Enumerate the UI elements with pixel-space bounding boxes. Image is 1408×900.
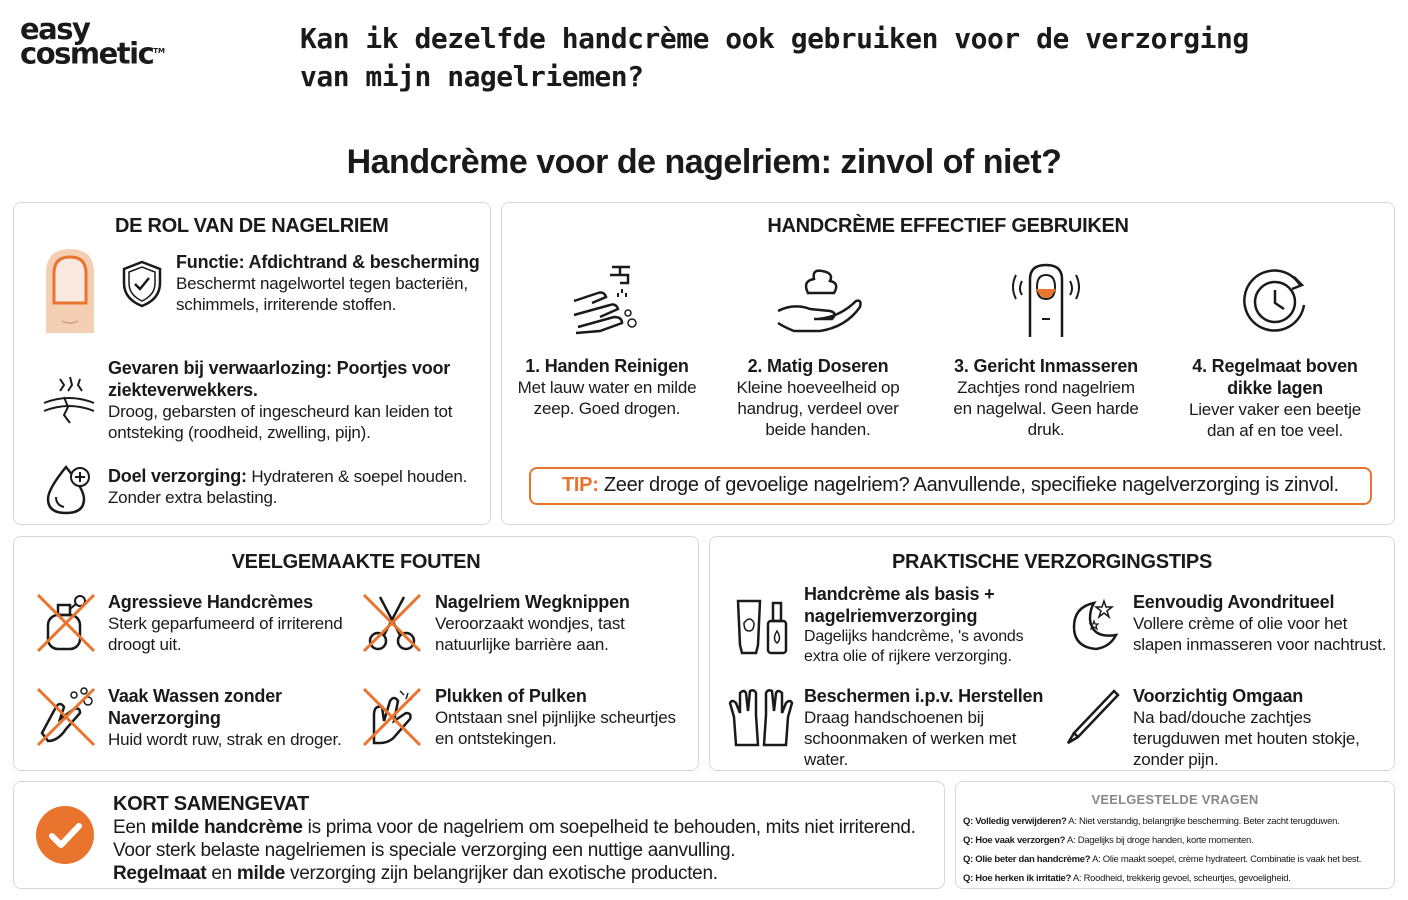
- tips-panel-title: PRAKTISCHE VERZORGINGSTIPS: [891, 551, 1212, 573]
- mistake-3-text: Huid wordt ruw, strak en droger.: [108, 730, 342, 749]
- step-1-text: Met lauw water en milde zeep. Goed drogen.: [517, 378, 697, 418]
- tip-item-3-title: Beschermen i.p.v. Herstellen: [804, 686, 1044, 706]
- washing-hands-crossed-icon: [34, 685, 98, 749]
- logo-line-2: cosmetic™: [20, 36, 166, 71]
- faq-item: Q: Volledig verwijderen? A: Niet verstandig, belangrijke bescherming. Beter zacht terugduwen.: [963, 816, 1340, 827]
- step-4: [1182, 355, 1368, 441]
- page-title: Handcrème voor de nagelriem: zinvol of niet?: [346, 143, 1062, 181]
- faq-title: VEELGESTELDE VRAGEN: [1091, 792, 1259, 807]
- step-3: [950, 355, 1142, 440]
- step-4-text: Liever vaker een beetje dan af en toe veel.: [1188, 400, 1362, 440]
- summary-line-3: Regelmaat en milde verzorging zijn belangrijker dan exotische producten.: [113, 863, 718, 884]
- step-2-title: 2. Matig Doseren: [747, 356, 889, 376]
- goal-block: [108, 465, 486, 508]
- mistakes-panel: [13, 536, 699, 771]
- danger-title: Gevaren bij verwaarlozing: Poortjes voor ziekteverwekkers.: [108, 358, 451, 400]
- effective-use-panel: [501, 202, 1395, 525]
- mistake-3-title: Vaak Wassen zonder Naverzorging: [108, 686, 282, 728]
- mistake-4: [435, 685, 695, 749]
- care-tips-panel: [709, 536, 1395, 771]
- mistake-1: [108, 591, 348, 655]
- wooden-stick-icon: [1064, 687, 1120, 747]
- clock-cycle-icon: [1238, 265, 1312, 339]
- role-panel-title: DE ROL VAN DE NAGELRIEM: [115, 215, 389, 237]
- summary-line-1: Een milde handcrème is prima voor de nagelriem om soepelheid te behouden, mits niet irriterend.: [113, 817, 916, 838]
- summary-panel: [13, 781, 945, 889]
- effective-panel-title: HANDCRÈME EFFECTIEF GEBRUIKEN: [767, 215, 1129, 237]
- perfume-bottle-crossed-icon: [34, 591, 98, 655]
- mistake-3: [108, 685, 358, 750]
- logo-trademark: TM: [153, 47, 166, 55]
- mistake-4-text: Ontstaan snel pijnlijke scheurtjes en ontstekingen.: [435, 708, 676, 748]
- mistake-1-title: Agressieve Handcrèmes: [108, 592, 313, 612]
- hand-washing-icon: [570, 261, 640, 337]
- faq-item: Q: Hoe vaak verzorgen? A: Dagelijks bij droge handen, korte momenten.: [963, 835, 1254, 846]
- tip-text: Zeer droge of gevoelige nagelriem? Aanvullende, specifieke nagelverzorging is zinvol.: [598, 474, 1339, 496]
- picking-fingers-crossed-icon: [360, 685, 424, 749]
- tip-item-4-title: Voorzichtig Omgaan: [1133, 686, 1304, 706]
- mistake-2: [435, 591, 695, 655]
- mistakes-panel-title: VEELGEMAAKTE FOUTEN: [231, 551, 481, 573]
- cream-dose-icon: [774, 265, 864, 337]
- mistake-1-text: Sterk geparfumeerd of irriterend droogt uit.: [108, 614, 343, 654]
- step-4-title: 4. Regelmaat boven dikke lagen: [1192, 356, 1358, 398]
- step-3-text: Zachtjes rond nagelriem en nagelwal. Geen harde druk.: [953, 378, 1139, 439]
- tip-box: [529, 467, 1372, 505]
- tip-item-3-text: Draag handschoenen bij schoonmaken of werken met water.: [804, 708, 1017, 769]
- function-text: Beschermt nagelwortel tegen bacteriën, schimmels, irriterende stoffen.: [176, 274, 468, 314]
- tip-item-1: [804, 583, 1054, 667]
- step-2: [726, 355, 910, 440]
- cracked-skin-icon: [40, 375, 98, 425]
- danger-text: Droog, gebarsten of ingescheurd kan leiden tot ontsteking (roodheid, zwelling, pijn).: [108, 402, 453, 442]
- tip-item-3: [804, 685, 1064, 770]
- hydration-drop-icon: [44, 461, 94, 517]
- faq-item: Q: Olie beter dan handcrème? A: Olie maakt soepel, crème hydrateert. Combinatie is vaak het best.: [963, 854, 1362, 865]
- tip-item-4-text: Na bad/douche zachtjes terugduwen met houten stokje, zonder pijn.: [1133, 708, 1360, 769]
- gloves-icon: [728, 687, 794, 747]
- goal-text: Hydrateren & soepel houden. Zonder extra belasting.: [108, 467, 468, 507]
- tip-item-2-title: Eenvoudig Avondritueel: [1133, 592, 1335, 612]
- faq-panel: [955, 781, 1395, 889]
- finger-nail-icon: [40, 243, 100, 337]
- summary-line-2: Voor sterk belaste nagelriemen is speciale verzorging een nuttige aanvulling.: [113, 840, 736, 861]
- brand-logo: [20, 12, 180, 71]
- tip-item-4: [1133, 685, 1395, 770]
- faq-list: [963, 812, 1403, 888]
- shield-check-icon: [120, 259, 164, 309]
- tip-item-1-text: Dagelijks handcrème, 's avonds extra olie of rijkere verzorging.: [804, 628, 1024, 665]
- finger-massage-icon: [1006, 261, 1086, 337]
- summary-title: KORT SAMENGEVAT: [113, 793, 309, 815]
- summary-text: [113, 816, 943, 885]
- tip-item-2-text: Vollere crème of olie voor het slapen inmasseren voor nachtrust.: [1133, 614, 1387, 654]
- step-3-title: 3. Gericht Inmasseren: [954, 356, 1138, 376]
- faq-item: Q: Hoe herken ik irritatie? A: Roodheid, trekkerig gevoel, scheurtjes, gevoeligheid.: [963, 873, 1291, 884]
- checkmark-icon: [36, 806, 94, 864]
- goal-title: Doel verzorging:: [108, 466, 247, 486]
- danger-block: [108, 357, 486, 443]
- cream-tube-bottle-icon: [732, 595, 792, 657]
- function-title: Functie: Afdichtrand & bescherming: [176, 252, 480, 272]
- function-block: [176, 251, 481, 315]
- mistake-2-title: Nagelriem Wegknippen: [435, 592, 630, 612]
- tip-item-2: [1133, 591, 1395, 655]
- scissors-crossed-icon: [360, 591, 424, 655]
- step-1-title: 1. Handen Reinigen: [525, 356, 689, 376]
- logo-line-1: easy: [20, 12, 90, 46]
- step-2-text: Kleine hoeveelheid op handrug, verdeel over beide handen.: [736, 378, 900, 439]
- tip-item-1-title: Handcrème als basis + nagelriemverzorging: [804, 584, 995, 626]
- moon-stars-icon: [1064, 595, 1120, 653]
- tip-label: TIP:: [562, 474, 599, 496]
- role-panel: [13, 202, 491, 525]
- mistake-2-text: Veroorzaakt wondjes, tast natuurlijke barrière aan.: [435, 614, 625, 654]
- step-1: [516, 355, 698, 419]
- page-question: Kan ik dezelfde handcrème ook gebruiken voor de verzorging van mijn nagelriemen?: [300, 22, 1249, 93]
- mistake-4-title: Plukken of Pulken: [435, 686, 587, 706]
